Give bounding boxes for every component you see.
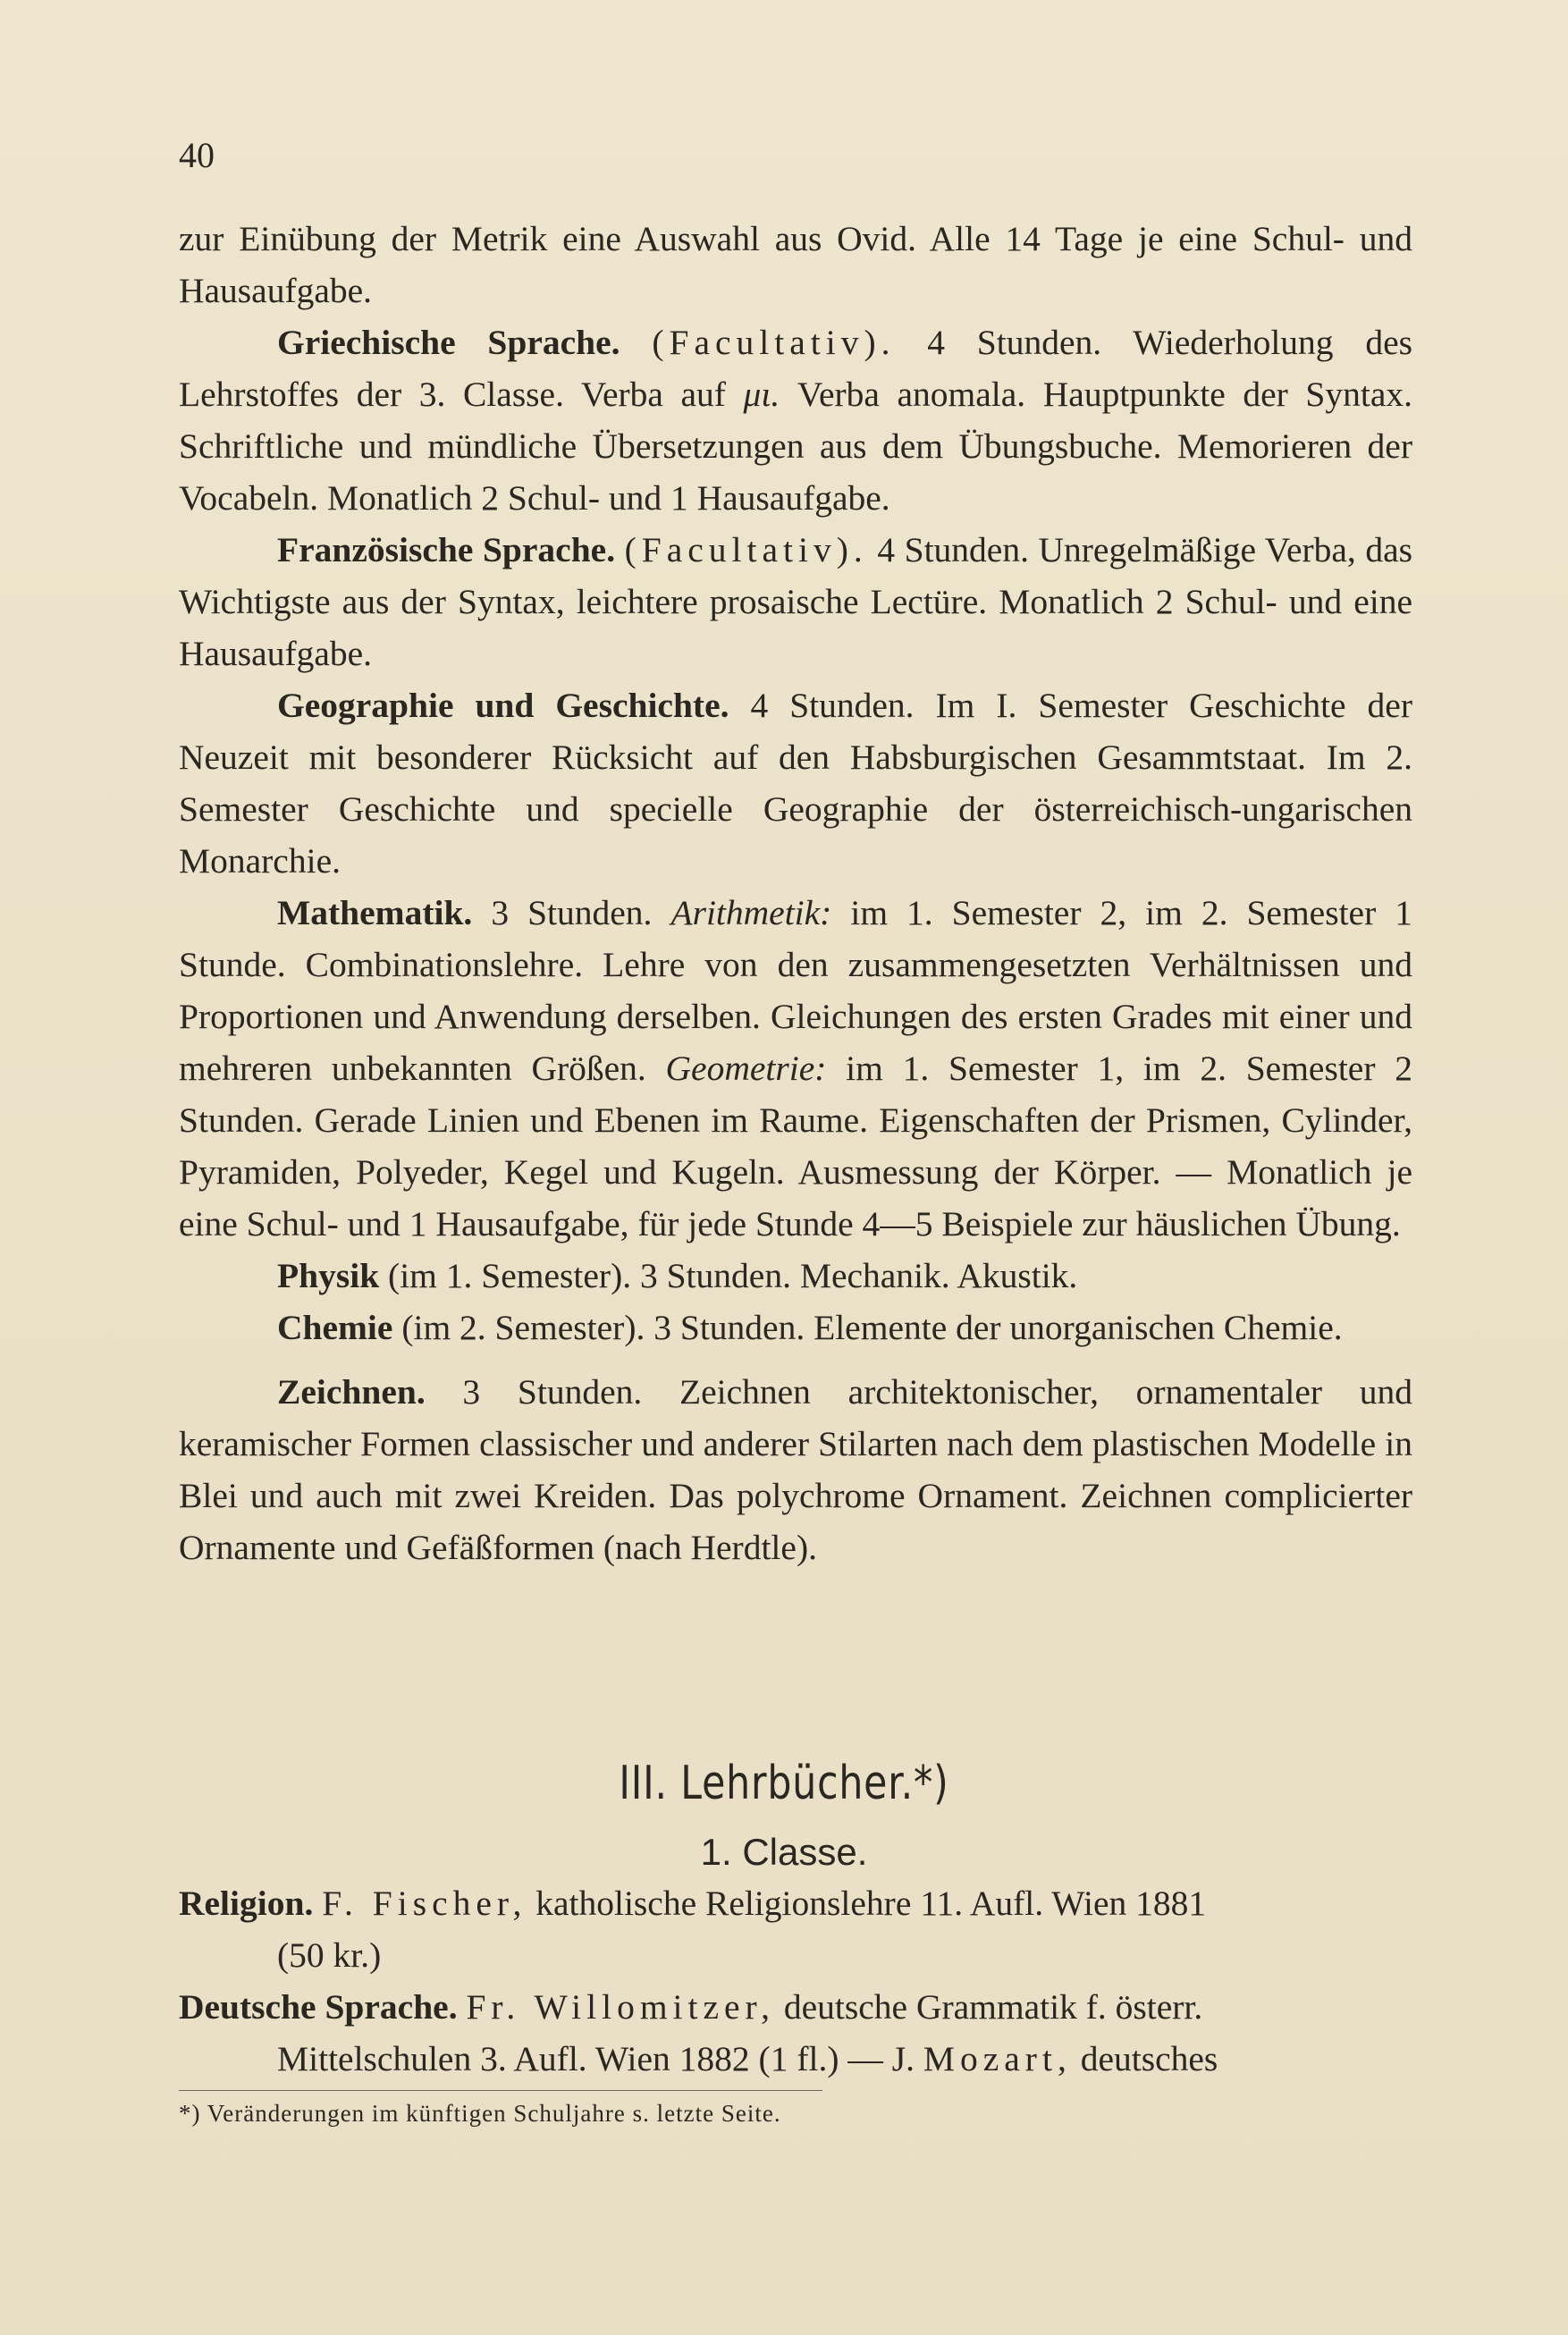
- facultative-tag: (Facultativ).: [652, 323, 896, 362]
- paragraph-latin-cont: zur Einübung der Metrik eine Auswahl aus Ovid. Alle 14 Tage je eine Schul- und Hausaufgabe.: [179, 219, 1412, 310]
- section-title: III. Lehrbücher.*): [619, 1757, 949, 1810]
- heading-french: Französische Sprache.: [277, 530, 616, 569]
- page-number: 40: [179, 135, 215, 175]
- textbook-list: [179, 1877, 1412, 2085]
- heading-german: Deutsche Sprache.: [179, 1987, 458, 2027]
- heading-physics: Physik: [277, 1256, 380, 1295]
- paragraph-math: Mathematik. 3 Stunden. Arithmetik: im 1. Semester 2, im 2. Semester 1 Stunde. Combinationslehre. Lehre von den zusammengesetzten Verhältnissen und Proportionen und Anwendung derselben. Gleichungen des ersten Grades mit einer und mehreren unbekannten Größen. Geometrie: im 1. Semester 1, im 2. Semester 2 Stunden. Gerade Linien und Ebenen im Raume. Eigenschaften der Prismen, Cylinder, Pyramiden, Polyeder, Kegel und Kugeln. Ausmessung der Körper. — Monatlich je eine Schul- und 1 Hausaufgabe, für jede Stunde 4—5 Beispiele zur häuslichen Übung.: [179, 893, 1412, 1243]
- book-german-cont: Mittelschulen 3. Aufl. Wien 1882 (1 fl.) — J. Mozart, deutsches: [277, 2039, 1218, 2078]
- paragraph-greek: Griechische Sprache. (Facultativ). 4 Stunden. Wiederholung des Lehrstoffes der 3. Classe. Verba auf μι. Verba anomala. Hauptpunkte der Syntax. Schriftliche und mündliche Übersetzungen aus dem Übungsbuche. Memorieren der Vocabeln. Monatlich 2 Schul- und 1 Hausaufgabe.: [179, 323, 1412, 518]
- paragraph-chemistry: Chemie (im 2. Semester). 3 Stunden. Elemente der unorganischen Chemie.: [277, 1308, 1343, 1347]
- footnote-rule: [179, 2090, 822, 2091]
- heading-religion: Religion.: [179, 1884, 314, 1923]
- heading-greek: Griechische Sprache.: [277, 323, 620, 362]
- curriculum-text: [179, 213, 1412, 1573]
- heading-drawing: Zeichnen.: [277, 1372, 426, 1412]
- author-fischer: F. Fischer,: [322, 1884, 527, 1923]
- paragraph-french: Französische Sprache. (Facultativ). 4 Stunden. Unregelmäßige Verba, das Wichtigste aus der Syntax, leichtere prosaische Lectüre. Monatlich 2 Schul- und eine Hausaufgabe.: [179, 530, 1412, 673]
- book-religion-price: (50 kr.): [277, 1935, 382, 1975]
- heading-chemistry: Chemie: [277, 1308, 393, 1347]
- arithmetik-label: Arithmetik:: [670, 893, 832, 932]
- book-german: Deutsche Sprache. Fr. Willomitzer, deutsche Grammatik f. österr.: [179, 1987, 1203, 2027]
- author-mozart: Mozart,: [923, 2039, 1072, 2078]
- greek-mi: μι.: [743, 375, 780, 414]
- geometrie-label: Geometrie:: [665, 1049, 827, 1088]
- footnote: *) Veränderungen im künftigen Schuljahre s. letzte Seite.: [179, 2100, 781, 2127]
- paragraph-geography: Geographie und Geschichte. 4 Stunden. Im I. Semester Geschichte der Neuzeit mit besonderer Rücksicht auf den Habsburgischen Gesammtstaat. Im 2. Semester Geschichte und specielle Geographie der österreichisch-ungarischen Monarchie.: [179, 686, 1412, 881]
- paragraph-drawing: Zeichnen. 3 Stunden. Zeichnen architektonischer, ornamentaler und keramischer Formen classischer und anderer Stilarten nach dem plastischen Modelle in Blei und auch mit zwei Kreiden. Das polychrome Ornament. Zeichnen complicierter Ornamente und Gefäßformen (nach Herdtle).: [179, 1372, 1412, 1567]
- facultative-tag: (Facultativ).: [624, 530, 868, 569]
- book-religion: Religion. F. Fischer, katholische Religionslehre 11. Aufl. Wien 1881: [179, 1884, 1207, 1923]
- paragraph-physics: Physik (im 1. Semester). 3 Stunden. Mechanik. Akustik.: [277, 1256, 1078, 1295]
- heading-geography: Geographie und Geschichte.: [277, 686, 729, 725]
- class-title: 1. Classe.: [700, 1831, 868, 1873]
- heading-math: Mathematik.: [277, 893, 473, 932]
- author-willomitzer: Fr. Willomitzer,: [466, 1987, 776, 2027]
